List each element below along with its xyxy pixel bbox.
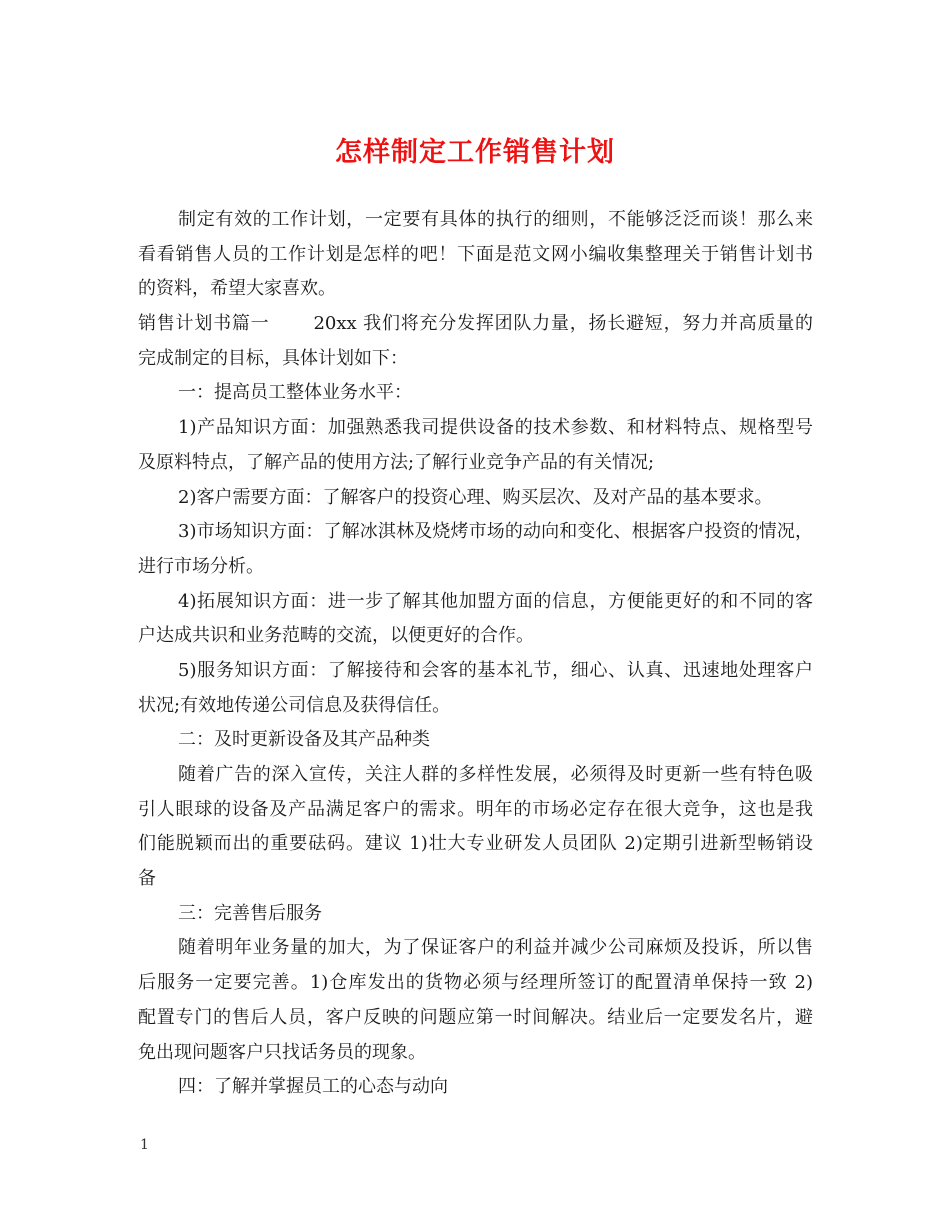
text-line: 随着广告的深入宣传，关注人群的多样性发展，必须得及时更新一些有特色吸 xyxy=(178,764,813,785)
text-line: 的资料，希望大家喜欢。 xyxy=(138,278,336,300)
page-number: 1 xyxy=(140,1137,149,1153)
document-body xyxy=(138,203,813,1105)
text-line: 看看销售人员的工作计划是怎样的吧！下面是范文网小编收集整理关于销售计划书 xyxy=(138,243,813,265)
text-line: 及原料特点，了解产品的使用方法;了解行业竞争产品的有关情况; xyxy=(138,451,655,473)
text-line: 后服务一定要完善。1)仓库发出的货物必须与经理所签订的配置清单保持一致 2) xyxy=(138,972,813,994)
text-line: 们能脱颖而出的重要砝码。建议 1)壮大专业研发人员团队 2)定期引进新型畅销设 xyxy=(138,833,813,855)
text-line: 4)拓展知识方面：进一步了解其他加盟方面的信息，方便能更好的和不同的客 xyxy=(178,590,813,612)
text-line: 四：了解并掌握员工的心态与动向 xyxy=(178,1076,448,1098)
text-line: 三：完善售后服务 xyxy=(178,902,322,924)
text-line: 配置专门的售后人员，客户反映的问题应第一时间解决。结业后一定要发名片，避 xyxy=(138,1006,813,1028)
text-line: 随着明年业务量的加大，为了保证客户的利益并减少公司麻烦及投诉，所以售 xyxy=(178,937,813,959)
text-line: 2)客户需要方面：了解客户的投资心理、购买层次、及对产品的基本要求。 xyxy=(178,486,773,508)
text-line: 一：提高员工整体业务水平： xyxy=(178,382,412,404)
text-line: 制定有效的工作计划，一定要有具体的执行的细则，不能够泛泛而谈！那么来 xyxy=(178,209,813,230)
text-line: 3)市场知识方面：了解冰淇林及烧烤市场的动向和变化、根据客户投资的情况， xyxy=(178,521,813,543)
text-line: 完成制定的目标，具体计划如下： xyxy=(138,347,408,369)
document-title: 怎样制定工作销售计划 xyxy=(335,137,615,168)
text-line: 进行市场分析。 xyxy=(138,555,264,577)
text-line: 二：及时更新设备及其产品种类 xyxy=(178,729,430,751)
text-line: 5)服务知识方面：了解接待和会客的基本礼节，细心、认真、迅速地处理客户 xyxy=(178,659,813,681)
text-line: 户达成共识和业务范畴的交流，以便更好的合作。 xyxy=(138,625,534,647)
text-line: 状况;有效地传递公司信息及获得信任。 xyxy=(138,694,451,716)
text-line: 免出现问题客户只找话务员的现象。 xyxy=(138,1041,426,1063)
text-line: 备 xyxy=(138,868,156,890)
text-line: 引人眼球的设备及产品满足客户的需求。明年的市场必定存在很大竞争，这也是我 xyxy=(138,798,813,820)
text-line: 1)产品知识方面：加强熟悉我司提供设备的技术参数、和材料特点、规格型号 xyxy=(178,417,813,439)
text-line: 销售计划书篇一 20xx 我们将充分发挥团队力量，扬长避短，努力并高质量的 xyxy=(138,313,813,335)
